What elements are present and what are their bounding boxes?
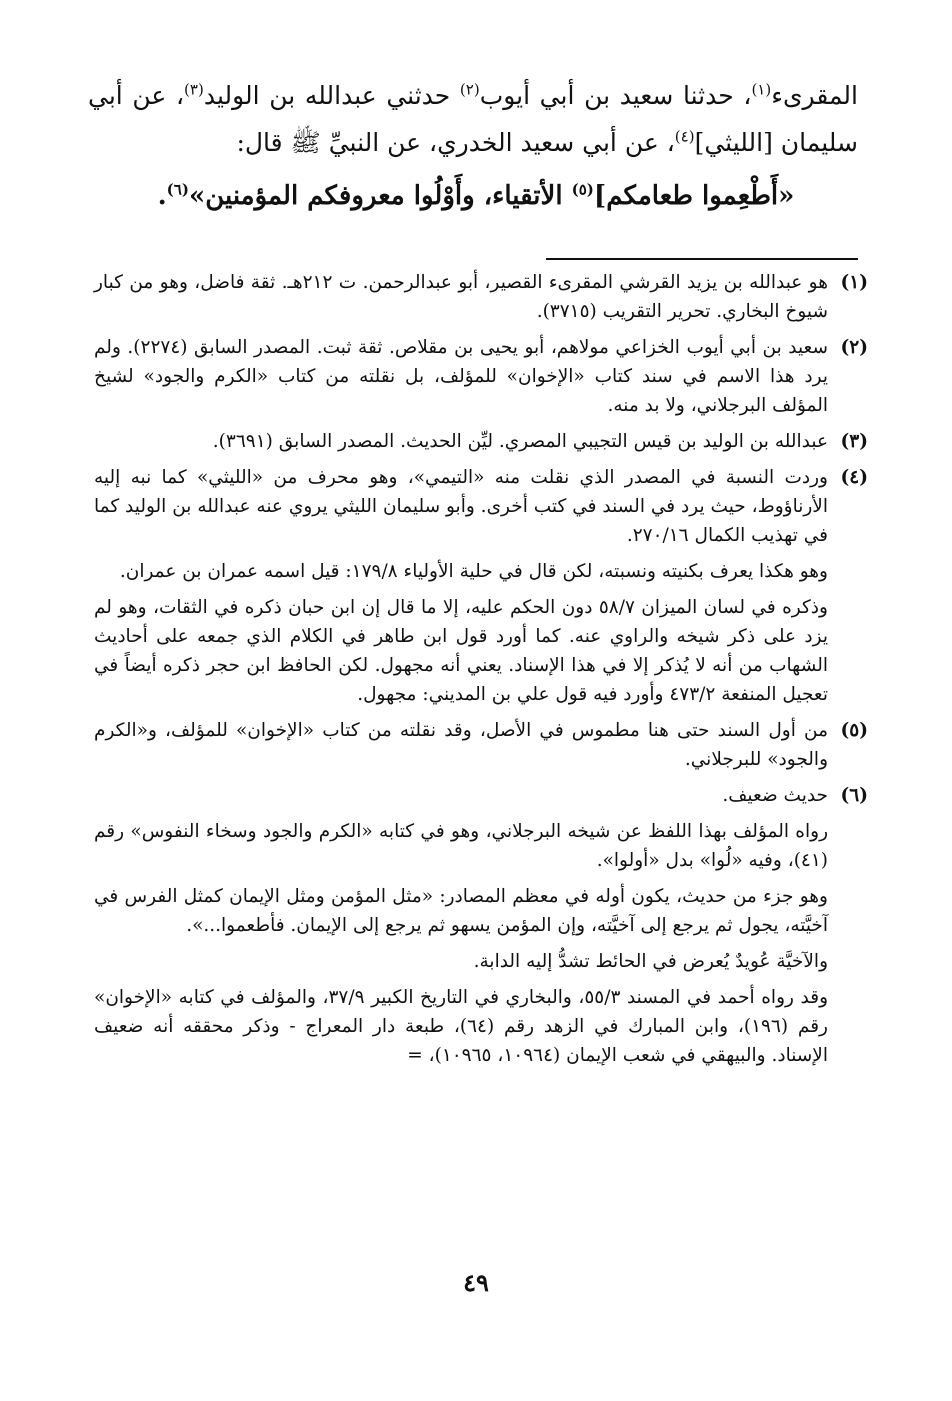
footnote-number: (٦) bbox=[840, 785, 868, 806]
footnote-number: (٣) bbox=[840, 431, 868, 452]
footnote-paragraph: والآخيَّة عُويدٌ يُعرض في الحائط تشدُّ إليه الدابة. bbox=[473, 951, 828, 972]
footnote-body bbox=[94, 333, 828, 420]
footnote-ref[interactable]: (٥) bbox=[571, 180, 594, 199]
footnote-ref[interactable]: (١) bbox=[751, 80, 772, 99]
main-text-part: حدثني عبدالله بن الوليد bbox=[203, 81, 460, 110]
footnote-paragraph: هو عبدالله بن يزيد القرشي المقرىء القصير، أبو عبدالرحمن. ت ٢١٢هـ. ثقة فاضل، وهو من كبار شيوخ البخاري. تحرير التقريب (٣٧١٥). bbox=[94, 272, 828, 322]
main-text-part: المقرىء bbox=[771, 81, 858, 110]
footnote-body bbox=[94, 427, 828, 456]
hadith-part: الأتقياء، وأَوْلُوا معروفكم المؤمنين» bbox=[188, 181, 572, 211]
footnote-paragraph: وهو هكذا يعرف بكنيته ونسبته، لكن قال في حلية الأولياء ١٧٩/٨: قيل اسمه عمران بن عمران. bbox=[119, 561, 828, 582]
main-text bbox=[88, 72, 858, 166]
footnote-ref[interactable]: (٦) bbox=[166, 180, 189, 199]
footnote-divider bbox=[546, 258, 858, 260]
footnote-ref[interactable]: (٣) bbox=[184, 80, 204, 99]
footnote-body bbox=[94, 268, 828, 326]
footnote bbox=[94, 781, 868, 1070]
hadith-text bbox=[0, 176, 952, 216]
footnote-paragraph: حديث ضعيف. bbox=[722, 785, 828, 806]
footnote-paragraph: سعيد بن أبي أيوب الخزاعي مولاهم، أبو يحيى بن مقلاص. ثقة ثبت. المصدر السابق (٢٢٧٤). ولم يرد هذا الاسم في سند كتاب «الإخوان» للمؤلف، بل نقلته من كتاب «الكرم والجود» لشيخ المؤلف البرجلاني، ولا بد منه. bbox=[94, 337, 828, 416]
footnote bbox=[94, 333, 868, 420]
footnote-body bbox=[94, 463, 828, 709]
footnote-paragraph: من أول السند حتى هنا مطموس في الأصل، وقد نقلته من كتاب «الإخوان» للمؤلف، و«الكرم والجود» للبرجلاني. bbox=[94, 720, 828, 770]
footnote-paragraph: عبدالله بن الوليد بن قيس التجيبي المصري. ليِّن الحديث. المصدر السابق (٣٦٩١). bbox=[212, 431, 828, 452]
footnote bbox=[94, 716, 868, 774]
footnote-number: (٢) bbox=[840, 337, 868, 358]
page-number: ٤٩ bbox=[463, 1268, 489, 1297]
footnote-paragraph: رواه المؤلف بهذا اللفظ عن شيخه البرجلاني، وهو في كتابه «الكرم والجود وسخاء النفوس» رقم (٤١)، وفيه «لُوا» بدل «أولوا». bbox=[94, 821, 828, 871]
footnote bbox=[94, 268, 868, 326]
footnotes bbox=[94, 268, 868, 1077]
footnote-ref[interactable]: (٢) bbox=[459, 80, 480, 99]
footnote-paragraph: وهو جزء من حديث، يكون أوله في معظم المصادر: «مثل المؤمن ومثل الإيمان كمثل الفرس في آخيَّته، يجول ثم يرجع إلى آخيَّته، وإن المؤمن يسهو ثم يرجع إلى الإيمان. فأطعموا...». bbox=[94, 886, 828, 936]
footnote bbox=[94, 427, 868, 456]
main-text-part: ، عن أبي سليمان [الليثي] bbox=[88, 81, 858, 157]
footnote bbox=[94, 463, 868, 709]
footnote-paragraph: وذكره في لسان الميزان ٥٨/٧ دون الحكم عليه، إلا ما قال إن ابن حبان ذكره في الثقات، وهو لم يزد على ذكر شيخه والراوي عنه. كما أورد قول ابن طاهر في الكلام الذي جمعه على أحاديث الشهاب من أنه لا يُذكر إلا في هذا الإسناد. يعني أنه مجهول. لكن الحافظ ابن حجر ذكره أيضاً في تعجيل المنفعة ٤٧٣/٢ وأورد فيه قول علي بن المديني: مجهول. bbox=[94, 597, 828, 705]
main-text-part: ، عن أبي سعيد الخدري، عن النبيِّ ﷺ قال: bbox=[236, 128, 675, 157]
footnote-body bbox=[94, 716, 828, 774]
main-text-part: ، حدثنا سعيد بن أبي أيوب bbox=[479, 81, 752, 110]
footnote-number: (٥) bbox=[840, 720, 868, 741]
footnote-ref[interactable]: (٤) bbox=[674, 127, 695, 146]
footnote-body bbox=[94, 781, 828, 1070]
footnote-number: (١) bbox=[840, 272, 868, 293]
footnote-number: (٤) bbox=[840, 467, 868, 488]
hadith-part: «أَطْعِموا طعامكم] bbox=[593, 181, 795, 211]
hadith-part: . bbox=[157, 181, 167, 211]
footnote-paragraph: وقد رواه أحمد في المسند ٥٥/٣، والبخاري في التاريخ الكبير ٣٧/٩، والمؤلف في كتابه «الإخوان» رقم (١٩٦)، وابن المبارك في الزهد رقم (٦٤)، طبعة دار المعراج - وذكر محققه أنه ضعيف الإسناد. والبيهقي في شعب الإيمان (١٠٩٦٤، ١٠٩٦٥)، = bbox=[94, 987, 829, 1066]
footnote-paragraph: وردت النسبة في المصدر الذي نقلت منه «التيمي»، وهو محرف من «الليثي» كما نبه إليه الأرناؤوط، حيث يرد في السند في كتب أخرى. وأبو سليمان الليثي يروي عنه عبدالله بن الوليد كما في تهذيب الكمال ٢٧٠/١٦. bbox=[94, 467, 828, 546]
